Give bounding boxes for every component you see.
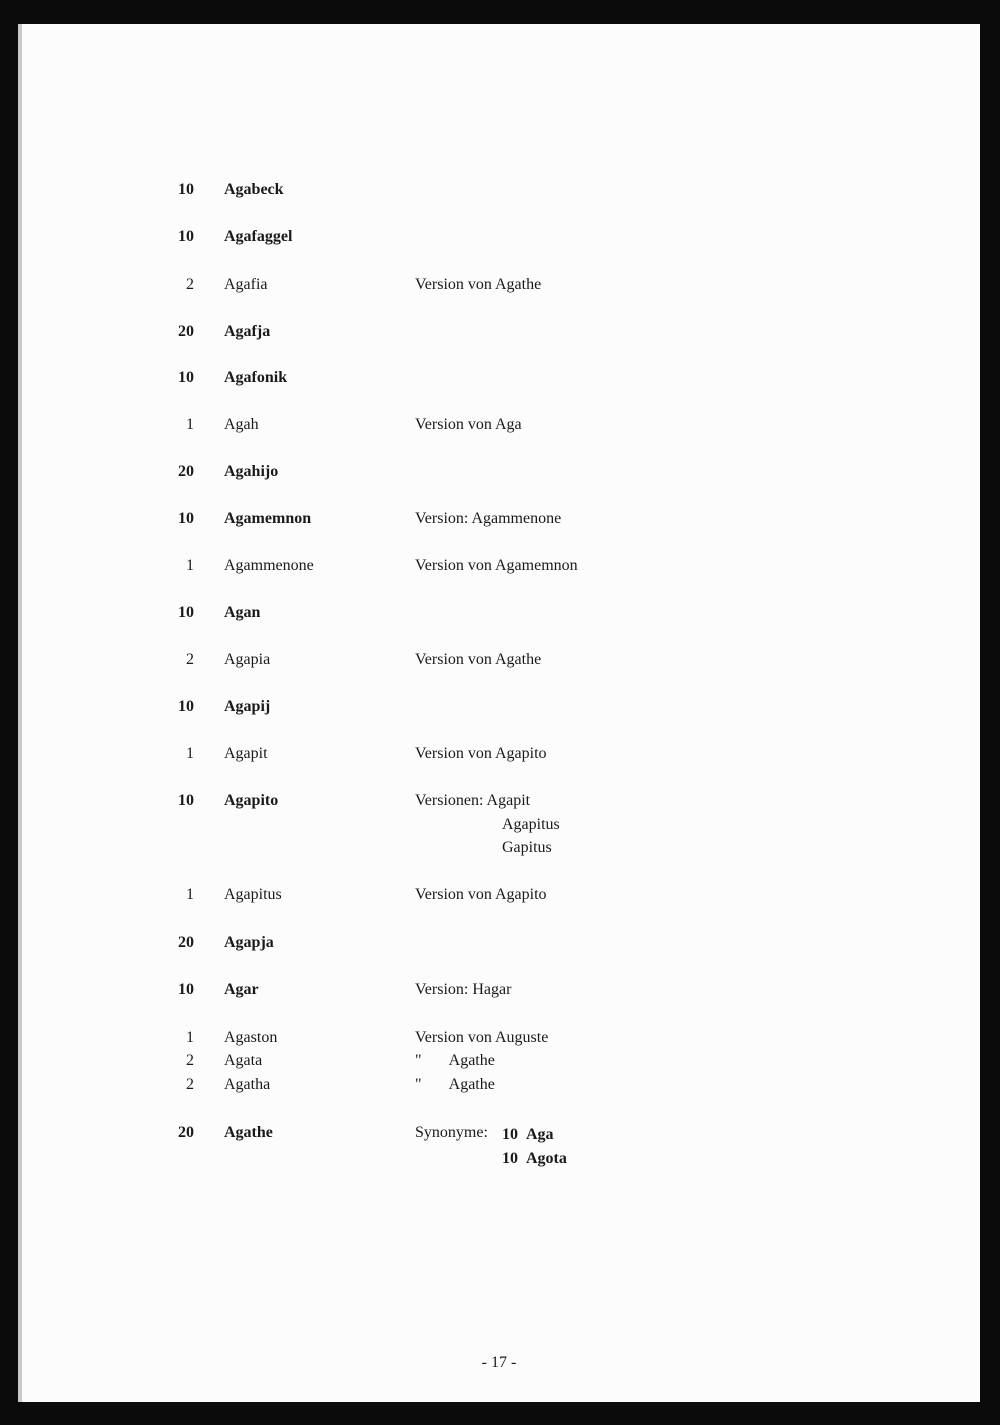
entry-agatha bbox=[18, 1073, 980, 1097]
entry-note: Version von Auguste bbox=[415, 1029, 549, 1046]
entry-name: Agapitus bbox=[224, 886, 282, 903]
entry-agan bbox=[18, 601, 980, 625]
entry-count: 10 bbox=[178, 510, 194, 527]
entry-count: 2 bbox=[186, 1052, 194, 1069]
entry-note: " Agathe bbox=[415, 1076, 495, 1093]
entry-agafaggel bbox=[18, 225, 980, 249]
entry-count: 10 bbox=[178, 792, 194, 809]
entry-count: 10 bbox=[178, 369, 194, 386]
entry-count: 1 bbox=[186, 416, 194, 433]
entry-agafja bbox=[18, 320, 980, 344]
entry-agapja bbox=[18, 931, 980, 955]
entry-agabeck bbox=[18, 178, 980, 202]
agathe-synonym-name: Aga bbox=[526, 1126, 554, 1143]
entry-agapitus bbox=[18, 883, 980, 907]
entry-count: 10 bbox=[178, 981, 194, 998]
entry-agafonik bbox=[18, 366, 980, 390]
entry-name: Agatha bbox=[224, 1076, 271, 1093]
agathe-synonym-count: 10 bbox=[502, 1150, 518, 1167]
entry-note: Version von Agamemnon bbox=[415, 557, 578, 574]
entry-count: 1 bbox=[186, 557, 194, 574]
entry-name: Agabeck bbox=[224, 181, 284, 198]
entry-agafia bbox=[18, 273, 980, 297]
entry-name: Agafja bbox=[224, 323, 271, 340]
agapito-version-agapitus: Agapitus bbox=[502, 816, 560, 833]
page-number: - 17 - bbox=[481, 1354, 517, 1371]
entry-count: 1 bbox=[186, 745, 194, 762]
entry-agammenone bbox=[18, 554, 980, 578]
entry-agapit bbox=[18, 742, 980, 766]
entry-note: Version von Agapito bbox=[415, 745, 547, 762]
entry-count: 2 bbox=[186, 1076, 194, 1093]
agathe-synonym-count: 10 bbox=[502, 1126, 518, 1143]
entry-name: Agapit bbox=[224, 745, 268, 762]
entry-name: Agan bbox=[224, 604, 261, 621]
entry-count: 1 bbox=[186, 1029, 194, 1046]
entry-agar bbox=[18, 978, 980, 1002]
entry-count: 10 bbox=[178, 698, 194, 715]
entry-name: Agapia bbox=[224, 651, 271, 668]
entry-name: Agahijo bbox=[224, 463, 279, 480]
entry-name: Agafonik bbox=[224, 369, 288, 386]
entry-note: Version von Agapito bbox=[415, 886, 547, 903]
entry-agapito bbox=[18, 789, 980, 813]
entry-name: Agata bbox=[224, 1052, 263, 1069]
entry-name: Agapij bbox=[224, 698, 271, 715]
entry-count: 20 bbox=[178, 934, 194, 951]
entry-count: 10 bbox=[178, 181, 194, 198]
entry-agapij bbox=[18, 695, 980, 719]
entry-count: 10 bbox=[178, 604, 194, 621]
entry-name: Agapja bbox=[224, 934, 274, 951]
entry-name: Agapito bbox=[224, 792, 279, 809]
entry-name: Agafia bbox=[224, 276, 268, 293]
entry-name: Agathe bbox=[224, 1124, 273, 1141]
entry-agamemnon bbox=[18, 507, 980, 531]
agathe-synonym-name: Agota bbox=[526, 1150, 567, 1167]
entry-agathe bbox=[18, 1121, 980, 1145]
entry-agah bbox=[18, 413, 980, 437]
entry-count: 2 bbox=[186, 276, 194, 293]
entry-count: 20 bbox=[178, 323, 194, 340]
entry-note: Synonyme: bbox=[415, 1124, 488, 1141]
agapito-version-gapitus: Gapitus bbox=[502, 839, 552, 856]
entry-count: 20 bbox=[178, 1124, 194, 1141]
entry-note: Version von Agathe bbox=[415, 276, 542, 293]
entry-note: Version von Aga bbox=[415, 416, 522, 433]
entry-name: Agar bbox=[224, 981, 259, 998]
entry-count: 1 bbox=[186, 886, 194, 903]
entry-note: " Agathe bbox=[415, 1052, 495, 1069]
entry-name: Agah bbox=[224, 416, 259, 433]
entry-name: Agafaggel bbox=[224, 228, 293, 245]
entry-count: 10 bbox=[178, 228, 194, 245]
entry-note: Version: Hagar bbox=[415, 981, 512, 998]
entry-agahijo bbox=[18, 460, 980, 484]
entry-note: Version von Agathe bbox=[415, 651, 542, 668]
entry-count: 2 bbox=[186, 651, 194, 668]
entry-name: Agaston bbox=[224, 1029, 278, 1046]
entry-agata bbox=[18, 1049, 980, 1073]
entry-agapia bbox=[18, 648, 980, 672]
entry-agaston bbox=[18, 1026, 980, 1050]
document-page bbox=[18, 24, 980, 1402]
entry-name: Agammenone bbox=[224, 557, 314, 574]
entry-note: Version: Agammenone bbox=[415, 510, 562, 527]
entry-count: 20 bbox=[178, 463, 194, 480]
entry-name: Agamemnon bbox=[224, 510, 312, 527]
entry-note: Versionen: Agapit bbox=[415, 792, 531, 809]
